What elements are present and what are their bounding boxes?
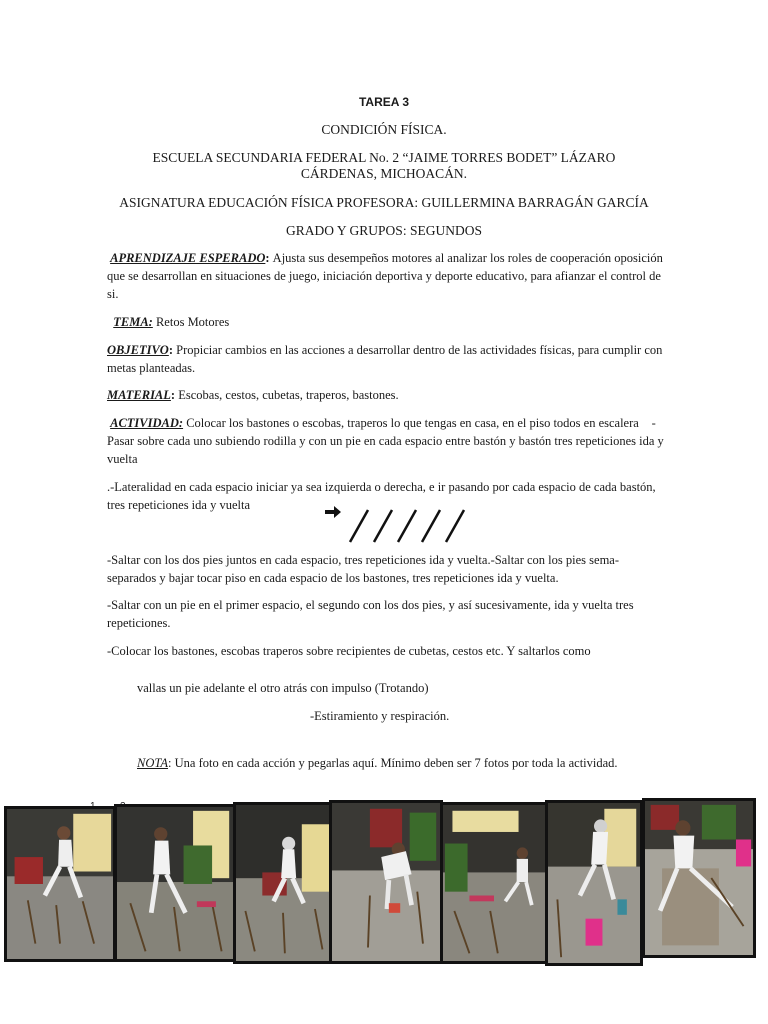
aprendizaje-paragraph: APRENDIZAJE ESPERADO: Ajusta sus desempeños motores al analizar los roles de cooperación oposición que se desarrollan en situaciones de juego, iniciación deportiva y deporte educativo, para afianzar el control de si. [107, 251, 663, 301]
activity-photo-1 [4, 806, 116, 962]
activity-photo-6 [545, 800, 643, 966]
grade-line: GRADO Y GRUPOS: SEGUNDOS [286, 223, 482, 238]
baton-4 [422, 510, 440, 542]
tema-label: TEMA: [113, 315, 153, 329]
baton-5 [446, 510, 464, 542]
material-paragraph: MATERIAL: Escobas, cestos, cubetas, traperos, bastones. [107, 388, 399, 402]
activity-photo-5 [440, 802, 548, 964]
objetivo-paragraph: OBJETIVO: Propiciar cambios en las acciones a desarrollar dentro de las actividades físicas, para cumplir con metas planteadas. [107, 343, 663, 375]
batons-ladder-diagram [348, 508, 466, 544]
nota-paragraph [107, 754, 667, 772]
aprendizaje-label: APRENDIZAJE ESPERADO [110, 251, 266, 265]
saltar-juntos-paragraph: -Saltar con los dos pies juntos en cada espacio, tres repeticiones ida y vuelta.-Saltar con los pies sema-separados y bajar tocar piso en cada espacio de los bastones, tres repeticiones ida y vuelta. [107, 553, 619, 585]
actividad-text: Colocar los bastones o escobas, traperos lo que tengas en casa, en el piso todos en escalera  -Pasar sobre cada uno subiendo rodilla y con un pie en cada espacio entre bastón y bastón tres repeticiones ida y vuelta [107, 416, 664, 466]
saltar-un-pie-paragraph: -Saltar con un pie en el primer espacio, el segundo con los dos pies, y así sucesivamente, ida y vuelta tres repeticiones. [107, 598, 634, 630]
actividad-paragraph [107, 414, 667, 468]
baton-2 [374, 510, 392, 542]
objetivo-label: OBJETIVO [107, 343, 169, 357]
tema-text: Retos Motores [152, 315, 230, 329]
activity-photo-2 [114, 804, 236, 962]
arrow-right-icon [325, 506, 341, 518]
subject-line: ASIGNATURA EDUCACIÓN FÍSICA PROFESORA: GUILLERMINA BARRAGÁN GARCÍA [119, 195, 649, 210]
nota-text: : Una foto en cada acción y pegarlas aquí. Mínimo deben ser 7 fotos por toda la actividad. [168, 756, 618, 770]
tema-paragraph [107, 313, 667, 331]
activity-photo-3 [233, 802, 333, 964]
objetivo-text: Propiciar cambios en las acciones a desarrollar dentro de las actividades físicas, para cumplir con metas planteadas. [107, 343, 663, 375]
baton-1 [350, 510, 368, 542]
material-label: MATERIAL [107, 388, 171, 402]
nota-label: NOTA [137, 756, 169, 770]
task-title: TAREA 3 [358, 95, 409, 109]
photo-collage [0, 798, 768, 973]
school-line-1: ESCUELA SECUNDARIA FEDERAL No. 2 “JAIME TORRES BODET” LÁZARO [152, 150, 616, 165]
actividad-label: ACTIVIDAD: [110, 416, 184, 430]
school-line-2: CÁRDENAS, MICHOACÁN. [300, 166, 468, 181]
material-text: Escobas, cestos, cubetas, traperos, bastones. [175, 388, 399, 402]
colocar-paragraph: -Colocar los bastones, escobas traperos sobre recipientes de cubetas, cestos etc. Y saltarlos como [107, 644, 591, 658]
lateralidad-paragraph: .-Lateralidad en cada espacio iniciar ya sea izquierda o derecha, e ir pasando por cada espacio de cada bastón, tres repeticiones ida y vuelta [107, 480, 656, 512]
estiramiento-paragraph: -Estiramiento y respiración. [310, 709, 450, 723]
topic-heading: CONDICIÓN FÍSICA. [321, 122, 447, 137]
activity-photo-7 [642, 798, 756, 958]
aprendizaje-text: Ajusta sus desempeños motores al analizar los roles de cooperación oposición que se desarrollan en situaciones de juego, iniciación deportiva y deporte educativo, para afianzar el control de si. [107, 251, 663, 301]
vallas-paragraph: vallas un pie adelante el otro atrás con impulso (Trotando) [137, 681, 429, 695]
activity-photo-4 [329, 800, 443, 964]
baton-3 [398, 510, 416, 542]
